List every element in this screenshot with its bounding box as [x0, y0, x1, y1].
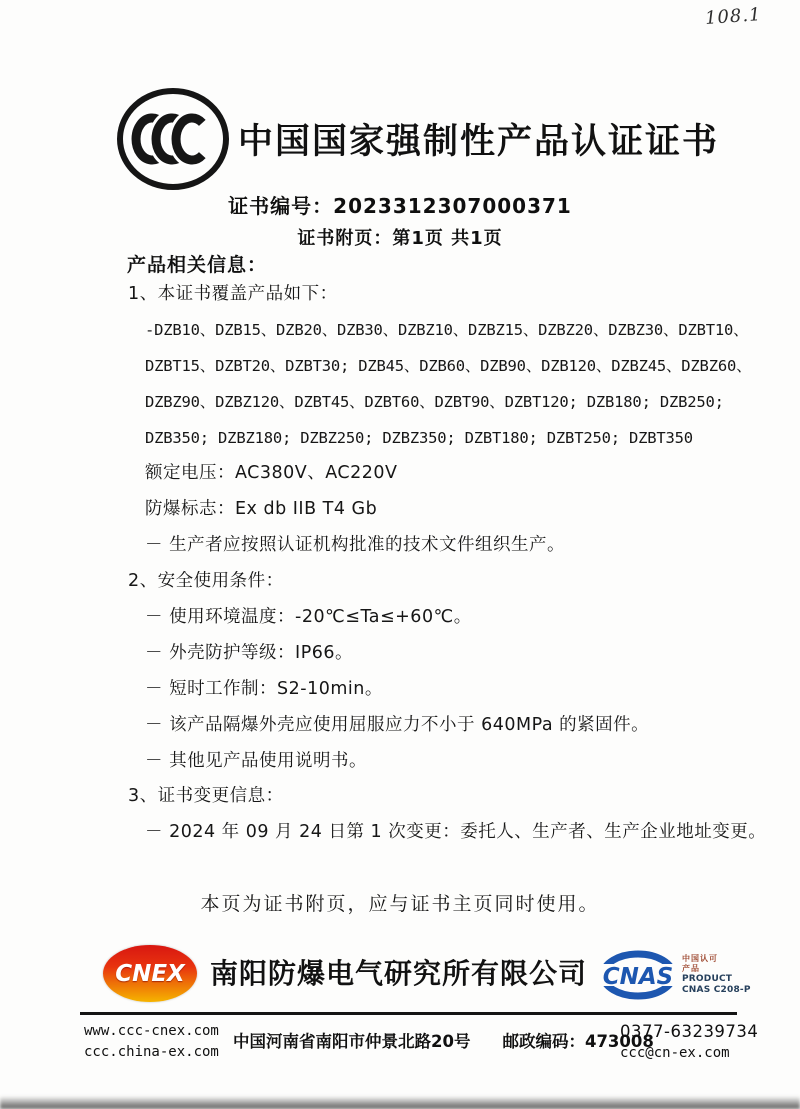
cnex-logo [103, 945, 197, 1002]
body-line-models-1: -DZB10、DZB15、DZB20、DZB30、DZBZ10、DZBZ15、DZBZ20、DZBZ30、DZBT10、 [145, 320, 749, 339]
cnas-text-cn1: 中国认可 [682, 953, 718, 963]
website-url-2: ccc.china-ex.com [84, 1044, 219, 1060]
certificate-number-value: 2023312307000371 [333, 194, 572, 218]
section-heading-product-info: 产品相关信息： [127, 254, 268, 276]
scan-shadow-edge [0, 1096, 800, 1109]
ccc-mark-icon [115, 86, 231, 192]
certificate-number-label: 证书编号： [228, 194, 334, 218]
svg-text:CNAS: CNAS [602, 964, 674, 990]
cnex-logo-text: CNEX [115, 960, 185, 987]
attachment-label: 证书附页： [297, 228, 393, 249]
issuing-company-name: 南阳防爆电气研究所有限公司 [210, 957, 588, 990]
body-line-duty-cycle: － 短时工作制：S2-10min。 [145, 678, 383, 699]
footer-phone-email [620, 1021, 758, 1064]
handwritten-page-number: 108.1 [704, 4, 763, 29]
email-address: ccc@cn-ex.com [620, 1045, 730, 1061]
body-line-models-2: DZBT15、DZBT20、DZBT30; DZB45、DZB60、DZB90、DZB120、DZBZ45、DZBZ60、 [145, 356, 752, 375]
attachment-usage-note: 本页为证书附页，应与证书主页同时使用。 [200, 893, 600, 915]
body-line-item1: 1、本证书覆盖产品如下： [128, 284, 338, 304]
postal-code: 邮政编码：473008 [502, 1032, 654, 1051]
body-line-see-manual: － 其他见产品使用说明书。 [145, 750, 368, 771]
cnas-text-en2: CNAS C208-P [682, 985, 751, 995]
body-line-ambient-temp: － 使用环境温度：-20℃≤Ta≤+60℃。 [145, 607, 472, 628]
body-line-models-4: DZB350; DZBZ180; DZBZ250; DZBZ350; DZBT180; DZBT250; DZBT350 [145, 428, 693, 447]
body-line-fasteners: － 该产品隔爆外壳应使用屈服应力不小于 640MPa 的紧固件。 [145, 714, 650, 735]
cnas-side-text [682, 954, 751, 997]
body-line-change-record: － 2024 年 09 月 24 日第 1 次变更：委托人、生产者、生产企业地址变更。 [145, 822, 767, 843]
body-line-rated-voltage: 额定电压：AC380V、AC220V [145, 463, 398, 484]
company-address: 中国河南省南阳市仲景北路20号 [233, 1032, 471, 1051]
page-title: 中国国家强制性产品认证证书 [238, 122, 720, 162]
cnas-logo-icon [598, 948, 678, 1002]
cnas-text-cn2: 产品 [682, 963, 700, 973]
cnas-text-en1: PRODUCT [682, 973, 733, 984]
certificate-number-line [0, 190, 800, 219]
footer-address-row [233, 1028, 654, 1052]
phone-number: 0377-63239734 [620, 1022, 759, 1041]
footer-websites [84, 1021, 219, 1063]
attachment-pages-value: 第1页 共1页 [392, 228, 503, 249]
cnas-block [598, 948, 751, 1002]
footer-divider [80, 1012, 737, 1015]
body-line-ex-marking: 防爆标志：Ex db IIB T4 Gb [145, 499, 378, 520]
website-url-1: www.ccc-cnex.com [84, 1023, 219, 1039]
body-line-ip-rating: － 外壳防护等级：IP66。 [145, 642, 354, 663]
body-line-models-3: DZBZ90、DZBZ120、DZBT45、DZBT60、DZBT90、DZBT120; DZB180; DZB250; [145, 392, 724, 411]
body-line-item2: 2、安全使用条件： [128, 571, 284, 592]
attachment-page-line [0, 224, 800, 250]
product-info-body [128, 277, 767, 851]
body-line-producer-note: － 生产者应按照认证机构批准的技术文件组织生产。 [145, 535, 566, 556]
body-line-item3: 3、证书变更信息： [128, 786, 284, 807]
